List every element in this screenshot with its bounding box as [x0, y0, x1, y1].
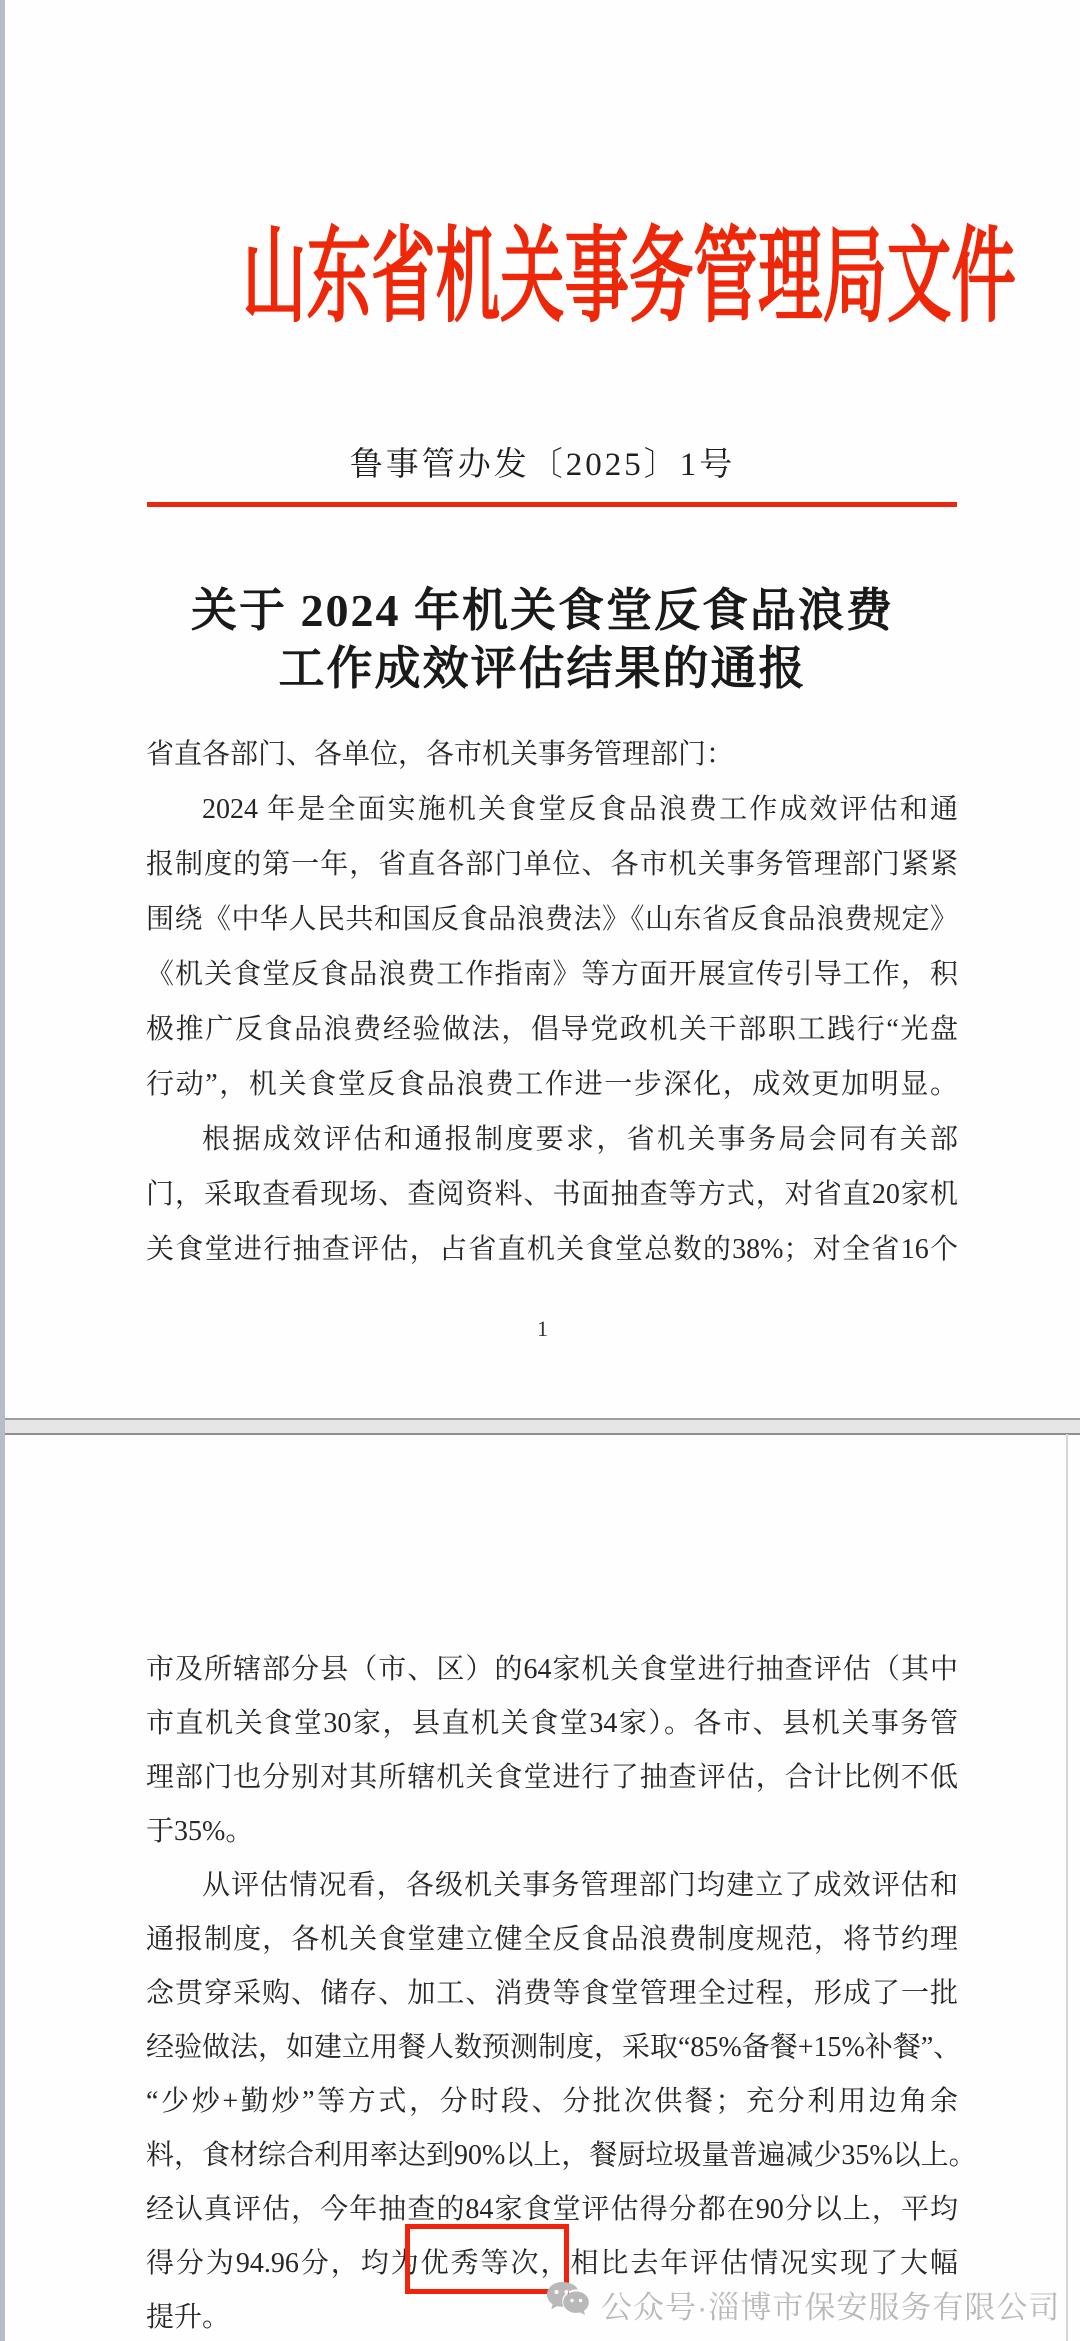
scan-edge-left — [0, 0, 5, 2341]
body-line: 极推广反食品浪费经验做法，倡导党政机关干部职工践行“光盘 — [146, 1014, 958, 1045]
document-number: 鲁事管办发〔2025〕1号 — [349, 447, 736, 483]
page-number: 1 — [537, 1316, 548, 1341]
body-line: 经认真评估，今年抽查的84家食堂评估得分都在90分以上，平均 — [146, 2194, 958, 2225]
body-line: 念贯穿采购、储存、加工、消费等食堂管理全过程，形成了一批 — [146, 1978, 958, 2009]
body-line: 省直各部门、各单位，各市机关事务管理部门： — [146, 739, 735, 770]
body-line: 通报制度，各机关食堂建立健全反食品浪费制度规范，将节约理 — [146, 1924, 958, 1955]
body-line: 报制度的第一年，省直各部门单位、各市机关事务管理部门紧紧 — [146, 849, 958, 880]
body-line: 《机关食堂反食品浪费工作指南》等方面开展宣传引导工作，积 — [146, 959, 958, 990]
body-line: 理部门也分别对其所辖机关食堂进行了抽查评估，合计比例不低 — [146, 1762, 958, 1793]
body-line: 根据成效评估和通报制度要求，省机关事务局会同有关部 — [202, 1124, 958, 1155]
body-line: 经验做法，如建立用餐人数预测制度，采取“85%备餐+15%补餐”、 — [146, 2032, 962, 2063]
body-line: 围绕《中华人民共和国反食品浪费法》《山东省反食品浪费规定》 — [146, 904, 958, 935]
body-line: 市及所辖部分县（市、区）的64家机关食堂进行抽查评估（其中 — [146, 1654, 958, 1685]
document-page-1 — [5, 0, 1080, 1418]
body-line: 市直机关食堂30家，县直机关食堂34家）。各市、县机关事务管 — [146, 1708, 958, 1739]
page-divider — [0, 1418, 1080, 1435]
body-line: 料，食材综合利用率达到90%以上，餐厨垃圾量普遍减少35%以上。 — [146, 2140, 977, 2171]
body-line: 行动”，机关食堂反食品浪费工作进一步深化，成效更加明显。 — [146, 1069, 958, 1100]
scan-edge-right — [1066, 1434, 1068, 2341]
body-line: 于35%。 — [146, 1816, 254, 1847]
body-line: 关食堂进行抽查评估，占省直机关食堂总数的38%；对全省16个 — [146, 1234, 958, 1265]
red-rule — [147, 502, 957, 507]
body-line: 得分为94.96分，均为优秀等次，相比去年评估情况实现了大幅 — [146, 2248, 958, 2279]
watermark-text: 公众号·淄博市保安服务有限公司 — [601, 2289, 1061, 2325]
wechat-icon — [545, 2280, 593, 2328]
letterhead — [5, 222, 1080, 334]
letterhead-title: 山东省机关事务管理局文件 — [242, 220, 1016, 335]
document-title-line-1: 关于 2024 年机关食堂反食品浪费 — [191, 585, 894, 636]
body-text-page-1 — [146, 727, 958, 1277]
watermark — [545, 2280, 1060, 2328]
document-page-2 — [5, 1437, 1080, 2341]
body-line: 从评估情况看，各级机关事务管理部门均建立了成效评估和 — [202, 1870, 958, 1901]
body-line: “少炒+勤炒”等方式，分时段、分批次供餐；充分利用边角余 — [146, 2086, 958, 2117]
body-line: 门，采取查看现场、查阅资料、书面抽查等方式，对省直20家机 — [146, 1179, 958, 1210]
body-line: 提升。 — [146, 2302, 231, 2333]
document-title-line-2: 工作成效评估结果的通报 — [278, 643, 807, 694]
body-line: 2024 年是全面实施机关食堂反食品浪费工作成效评估和通 — [202, 794, 958, 825]
